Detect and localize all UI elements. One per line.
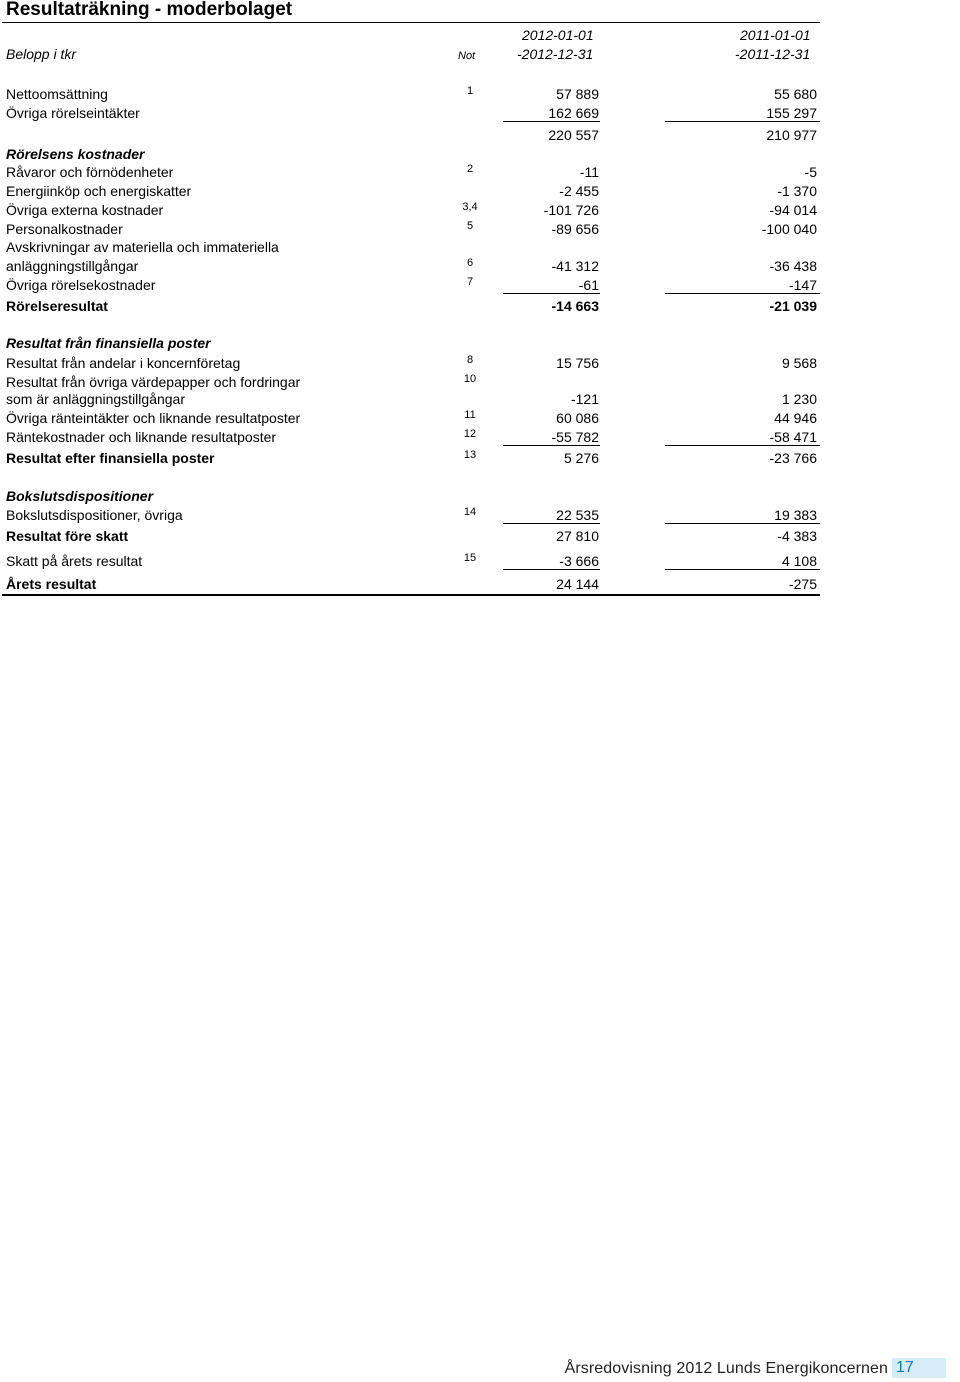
row-value-2012: 5 276	[563, 450, 599, 466]
row-value-2012: 60 086	[556, 410, 599, 426]
row-value-2011: -36 438	[769, 258, 817, 274]
table-row	[0, 163, 960, 181]
row-value-2012: -121	[570, 391, 599, 407]
row-label: Rörelseresultat	[6, 298, 108, 314]
table-row	[0, 428, 960, 446]
table-row	[0, 373, 960, 391]
section-heading	[0, 145, 960, 163]
table-row	[0, 409, 960, 427]
row-label: Resultat efter finansiella poster	[6, 450, 215, 466]
row-value-2011: -1 370	[777, 183, 817, 199]
row-note: 5	[466, 220, 474, 232]
col1-period-start: 2012-01-01	[522, 27, 594, 43]
page-title: Resultaträkning - moderbolaget	[6, 0, 293, 20]
row-value-2012: 162 669	[548, 105, 599, 121]
table-row	[0, 182, 960, 200]
row-value-2012: 22 535	[556, 507, 599, 523]
footer-text: Årsredovisning 2012 Lunds Energikoncernen	[564, 1360, 888, 1377]
row-label: Övriga externa kostnader	[6, 202, 164, 218]
row-value-2011: -5	[804, 164, 817, 180]
row-note: 14	[463, 506, 477, 518]
row-note: 8	[466, 354, 474, 366]
row-label: Skatt på årets resultat	[6, 553, 143, 569]
row-value-2012: -101 726	[543, 202, 599, 218]
row-value-2011: -21 039	[769, 298, 817, 314]
table-row	[0, 220, 960, 238]
row-label: Bokslutsdispositioner	[6, 488, 154, 504]
row-label: Personalkostnader	[6, 221, 123, 237]
row-label: Rörelsens kostnader	[6, 146, 145, 162]
row-label: Resultat från övriga värdepapper och fordringar	[6, 374, 301, 390]
subtotal-rule-2012	[503, 523, 600, 524]
row-value-2011: -275	[788, 576, 817, 592]
table-row	[0, 276, 960, 294]
row-note: 3,4	[462, 201, 478, 213]
subtotal-rule-2011	[665, 523, 820, 524]
row-value-2012: 57 889	[556, 86, 599, 102]
row-value-2012: -14 663	[551, 298, 599, 314]
row-value-2012: -2 455	[559, 183, 599, 199]
row-label: Resultat före skatt	[6, 528, 129, 544]
row-label: Övriga rörelseintäkter	[6, 105, 140, 121]
row-label: Avskrivningar av materiella och immateriella	[6, 239, 279, 255]
section-heading	[0, 487, 960, 505]
subtotal-rule-2011	[665, 569, 820, 570]
row-label: Resultat från finansiella poster	[6, 335, 211, 351]
row-label: Bokslutsdispositioner, övriga	[6, 507, 183, 523]
row-value-2011: -94 014	[769, 202, 817, 218]
table-row	[0, 390, 960, 408]
row-label: anläggningstillgångar	[6, 258, 139, 274]
subtotal-rule-2011	[665, 121, 820, 122]
row-label: Resultat från andelar i koncernföretag	[6, 355, 241, 371]
subtotal-rule-2012	[503, 293, 600, 294]
table-row-total	[0, 449, 960, 467]
subtotal-rule-2012	[503, 445, 600, 446]
row-note: 1	[466, 85, 474, 97]
table-row	[0, 85, 960, 103]
row-label: Årets resultat	[6, 576, 97, 592]
row-label: Övriga rörelsekostnader	[6, 277, 156, 293]
row-note: 7	[466, 276, 474, 288]
table-row-total	[0, 297, 960, 315]
bottom-rule	[2, 594, 820, 596]
col1-period-end: -2012-12-31	[517, 46, 594, 62]
amount-unit-label: Belopp i tkr	[6, 46, 77, 62]
row-value-2011: -58 471	[769, 429, 817, 445]
table-row-total	[0, 527, 960, 545]
row-value-2011: -147	[788, 277, 817, 293]
row-value-2012: 15 756	[556, 355, 599, 371]
row-note: 12	[463, 428, 477, 440]
row-value-2011: 55 680	[774, 86, 817, 102]
row-note: 13	[463, 449, 477, 461]
col2-period-end: -2011-12-31	[735, 46, 811, 62]
page-number: 17	[892, 1358, 946, 1378]
top-rule	[2, 22, 820, 23]
row-value-2011: 9 568	[781, 355, 817, 371]
row-value-2011: -100 040	[761, 221, 817, 237]
row-note: 2	[466, 163, 474, 175]
row-value-2011: 155 297	[766, 105, 817, 121]
table-row	[0, 257, 960, 275]
row-label: Övriga ränteintäkter och liknande resultatposter	[6, 410, 301, 426]
table-row-total	[0, 575, 960, 593]
subtotal-rule-2011	[665, 293, 820, 294]
table-row	[0, 506, 960, 524]
subtotal-rule-2011	[665, 445, 820, 446]
row-value-2011: 1 230	[781, 391, 817, 407]
table-row	[0, 126, 960, 144]
table-row	[0, 201, 960, 219]
row-note: 6	[466, 257, 474, 269]
row-value-2012: -41 312	[551, 258, 599, 274]
row-label: Räntekostnader och liknande resultatposter	[6, 429, 277, 445]
row-value-2012: -11	[579, 164, 599, 180]
col2-period-start: 2011-01-01	[740, 27, 811, 43]
row-value-2012: 27 810	[556, 528, 599, 544]
section-heading	[0, 334, 960, 352]
row-value-2011: 44 946	[774, 410, 817, 426]
subtotal-rule-2012	[503, 121, 600, 122]
row-value-2011: 4 108	[781, 553, 817, 569]
table-row	[0, 104, 960, 122]
row-label: Nettoomsättning	[6, 86, 108, 102]
table-row	[0, 354, 960, 372]
row-label: som är anläggningstillgångar	[6, 391, 185, 407]
row-value-2012: 24 144	[556, 576, 599, 592]
row-value-2011: 19 383	[774, 507, 817, 523]
row-label: Energiinköp och energiskatter	[6, 183, 192, 199]
row-value-2011: -23 766	[769, 450, 817, 466]
row-note: 15	[463, 552, 477, 564]
row-value-2012: -61	[578, 277, 599, 293]
row-label: Råvaror och förnödenheter	[6, 164, 174, 180]
row-note: 11	[464, 409, 476, 421]
row-value-2012: 220 557	[548, 127, 599, 143]
row-value-2012: -55 782	[551, 429, 599, 445]
note-column-header: Not	[458, 50, 476, 62]
table-row	[0, 552, 960, 570]
row-value-2012: -3 666	[559, 553, 599, 569]
table-row	[0, 238, 960, 256]
row-note: 10	[463, 373, 477, 385]
row-value-2011: 210 977	[766, 127, 817, 143]
row-value-2011: -4 383	[777, 528, 817, 544]
subtotal-rule-2012	[503, 569, 600, 570]
row-value-2012: -89 656	[551, 221, 599, 237]
